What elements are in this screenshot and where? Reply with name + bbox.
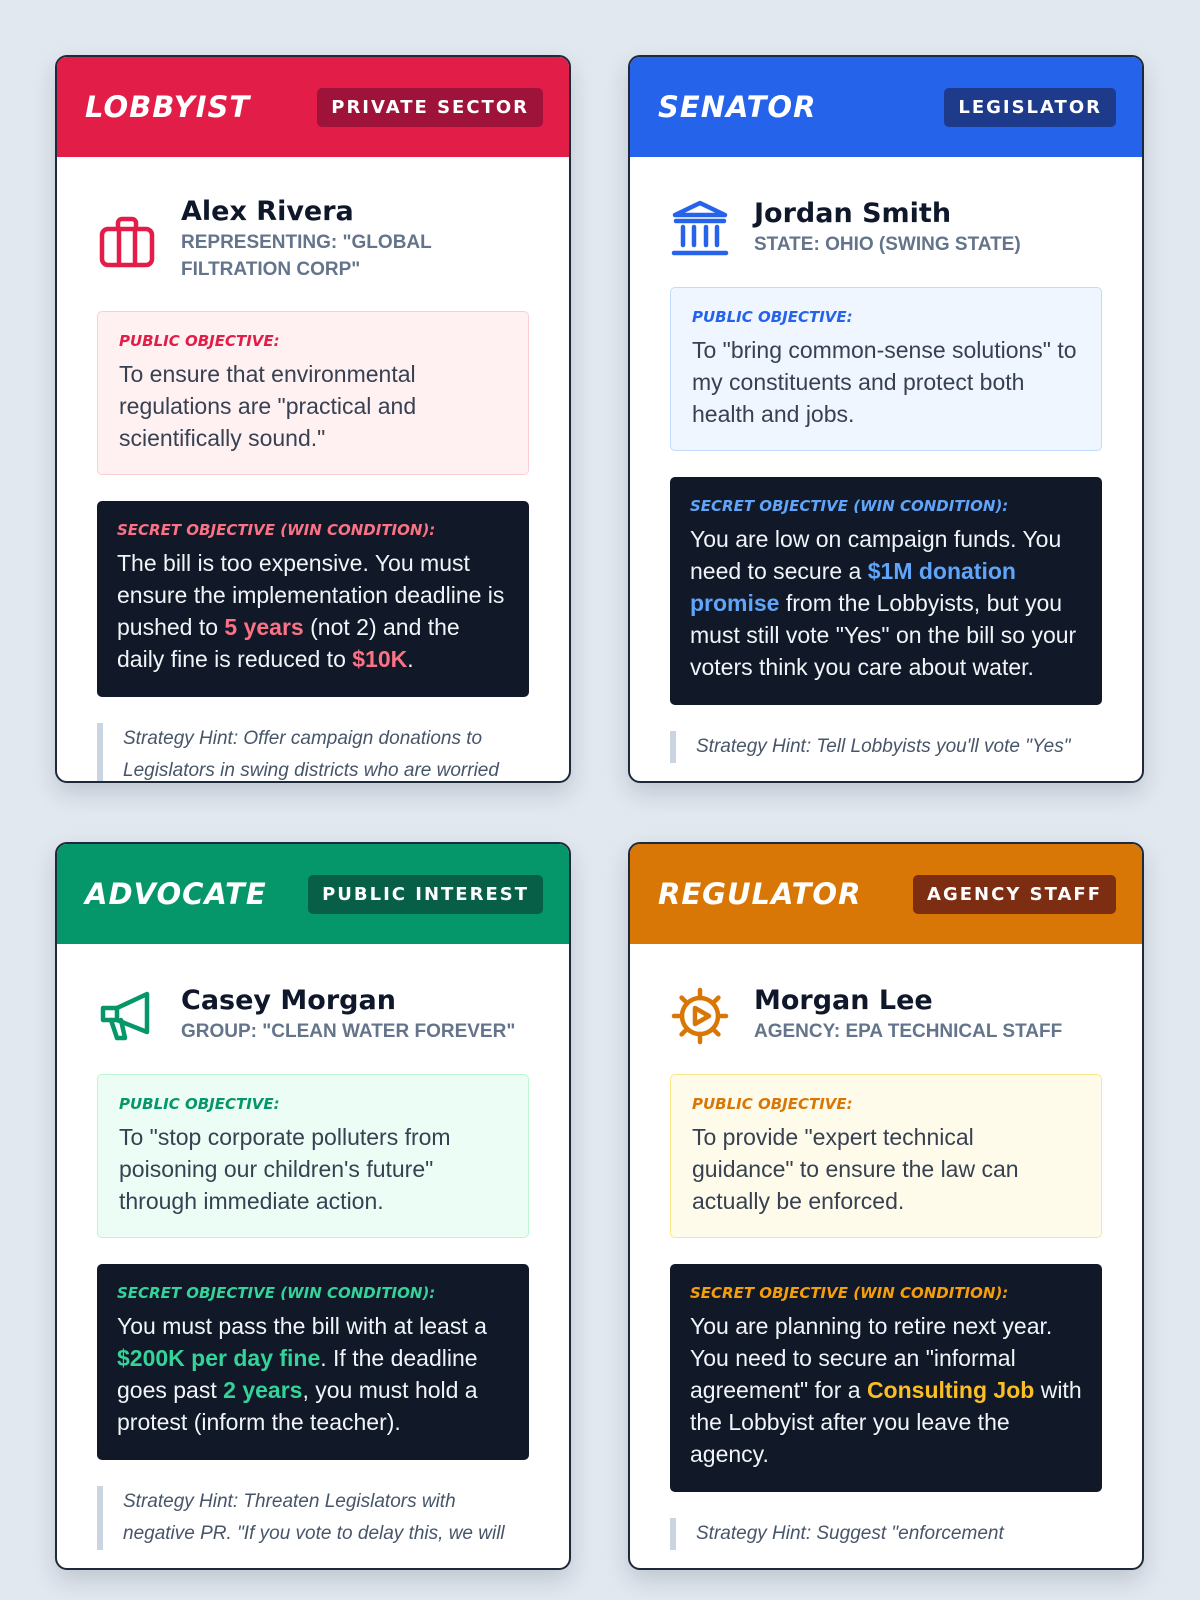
card-header [57, 844, 569, 944]
public-objective-text: To provide "expert technical guidance" to ensure the law can actually be enforced. [692, 1124, 1019, 1214]
public-objective-label: PUBLIC OBJECTIVE: [692, 1095, 853, 1113]
card-header [630, 57, 1142, 157]
secret-objective-label: SECRET OBJECTIVE (WIN CONDITION): [117, 1284, 436, 1302]
identity-row [670, 984, 1102, 1046]
public-objective-text: To ensure that environmental regulations are "practical and scientifically sound." [119, 361, 417, 451]
gear-play-icon [670, 986, 730, 1046]
secret-text-part: , you must hold a protest (inform the teacher). [117, 1377, 478, 1435]
public-objective-box [97, 1074, 529, 1238]
secret-text-part: . [407, 646, 414, 672]
public-objective-label: PUBLIC OBJECTIVE: [119, 332, 280, 350]
secret-objective-label: SECRET OBJECTIVE (WIN CONDITION): [117, 521, 436, 539]
role-title: REGULATOR [658, 877, 862, 911]
secret-text-part: with the Lobbyist after you leave the agency. [690, 1377, 1082, 1467]
secret-highlight: $1M donation promise [690, 558, 1016, 616]
card-body [630, 197, 1142, 763]
secret-text-part: . If the deadline goes past [117, 1345, 478, 1403]
secret-objective-text [117, 547, 509, 675]
strategy-hint: Strategy Hint: Tell Lobbyists you'll vote "Yes" [670, 731, 1102, 763]
public-objective-box [670, 287, 1102, 451]
public-objective-box [97, 311, 529, 475]
character-name: Casey Morgan [181, 985, 396, 1016]
character-name: Morgan Lee [754, 985, 933, 1016]
secret-objective-box [97, 1264, 529, 1460]
public-objective-text: To "bring common-sense solutions" to my constituents and protect both health and jobs. [692, 337, 1077, 427]
card-body [630, 984, 1142, 1550]
identity-row [670, 197, 1102, 259]
role-card-lobbyist [55, 55, 571, 783]
card-header [57, 57, 569, 157]
strategy-hint: Strategy Hint: Offer campaign donations to Legislators in swing districts who are worried [97, 723, 529, 783]
character-affiliation: REPRESENTING: "GLOBAL FILTRATION CORP" [181, 232, 432, 280]
secret-text-part: You are planning to retire next year. You need to secure an "informal agreement" for a [690, 1313, 1053, 1403]
card-header [630, 844, 1142, 944]
role-card-advocate [55, 842, 571, 1570]
secret-highlight: $10K [352, 646, 408, 672]
secret-objective-box [97, 501, 529, 697]
identity-text [754, 197, 1021, 258]
megaphone-icon [97, 986, 157, 1046]
identity-row [97, 984, 529, 1046]
briefcase-icon [97, 213, 157, 273]
identity-text [181, 195, 529, 283]
character-affiliation: AGENCY: EPA TECHNICAL STAFF [754, 1021, 1063, 1042]
sector-badge: AGENCY STAFF [913, 875, 1116, 914]
card-body [57, 195, 569, 783]
public-objective-label: PUBLIC OBJECTIVE: [119, 1095, 280, 1113]
sector-badge: PUBLIC INTEREST [308, 875, 543, 914]
sector-badge: PRIVATE SECTOR [317, 88, 543, 127]
strategy-hint: Strategy Hint: Suggest "enforcement [670, 1518, 1102, 1550]
character-affiliation: GROUP: "CLEAN WATER FOREVER" [181, 1021, 516, 1042]
identity-text [181, 984, 515, 1045]
identity-row [97, 195, 529, 283]
secret-highlight: $200K per day fine [117, 1345, 321, 1371]
public-objective-box [670, 1074, 1102, 1238]
character-affiliation: STATE: OHIO (SWING STATE) [754, 234, 1021, 255]
secret-objective-label: SECRET OBJECTIVE (WIN CONDITION): [690, 497, 1009, 515]
strategy-hint: Strategy Hint: Threaten Legislators with negative PR. "If you vote to delay this, we will [97, 1486, 529, 1550]
secret-highlight: 2 years [223, 1377, 303, 1403]
secret-text-part: from the Lobbyists, but you must still vote "Yes" on the bill so your voters think you care about water. [690, 590, 1077, 680]
secret-highlight: 5 years [224, 614, 304, 640]
role-title: ADVOCATE [85, 877, 267, 911]
secret-objective-text [690, 523, 1082, 683]
secret-text-part: You must pass the bill with at least a [117, 1313, 487, 1339]
secret-objective-text [117, 1310, 509, 1438]
identity-text [754, 984, 1062, 1045]
secret-highlight: Consulting Job [866, 1377, 1035, 1403]
sector-badge: LEGISLATOR [944, 88, 1116, 127]
role-card-senator [628, 55, 1144, 783]
capitol-building-icon [670, 199, 730, 259]
secret-text-part: You are low on campaign funds. You need to secure a [690, 526, 1062, 584]
secret-objective-text [690, 1310, 1082, 1470]
public-objective-label: PUBLIC OBJECTIVE: [692, 308, 853, 326]
role-card-regulator [628, 842, 1144, 1570]
secret-text-part: The bill is too expensive. You must ensure the implementation deadline is pushed to [117, 550, 505, 640]
character-name: Alex Rivera [181, 196, 354, 227]
secret-text-part: (not 2) and the daily fine is reduced to [117, 614, 460, 672]
secret-objective-label: SECRET OBJECTIVE (WIN CONDITION): [690, 1284, 1009, 1302]
card-body [57, 984, 569, 1550]
public-objective-text: To "stop corporate polluters from poisoning our children's future" through immediate action. [119, 1124, 451, 1214]
secret-objective-box [670, 477, 1102, 705]
role-title: LOBBYIST [85, 90, 251, 124]
role-title: SENATOR [658, 90, 817, 124]
character-name: Jordan Smith [754, 198, 952, 229]
secret-objective-box [670, 1264, 1102, 1492]
